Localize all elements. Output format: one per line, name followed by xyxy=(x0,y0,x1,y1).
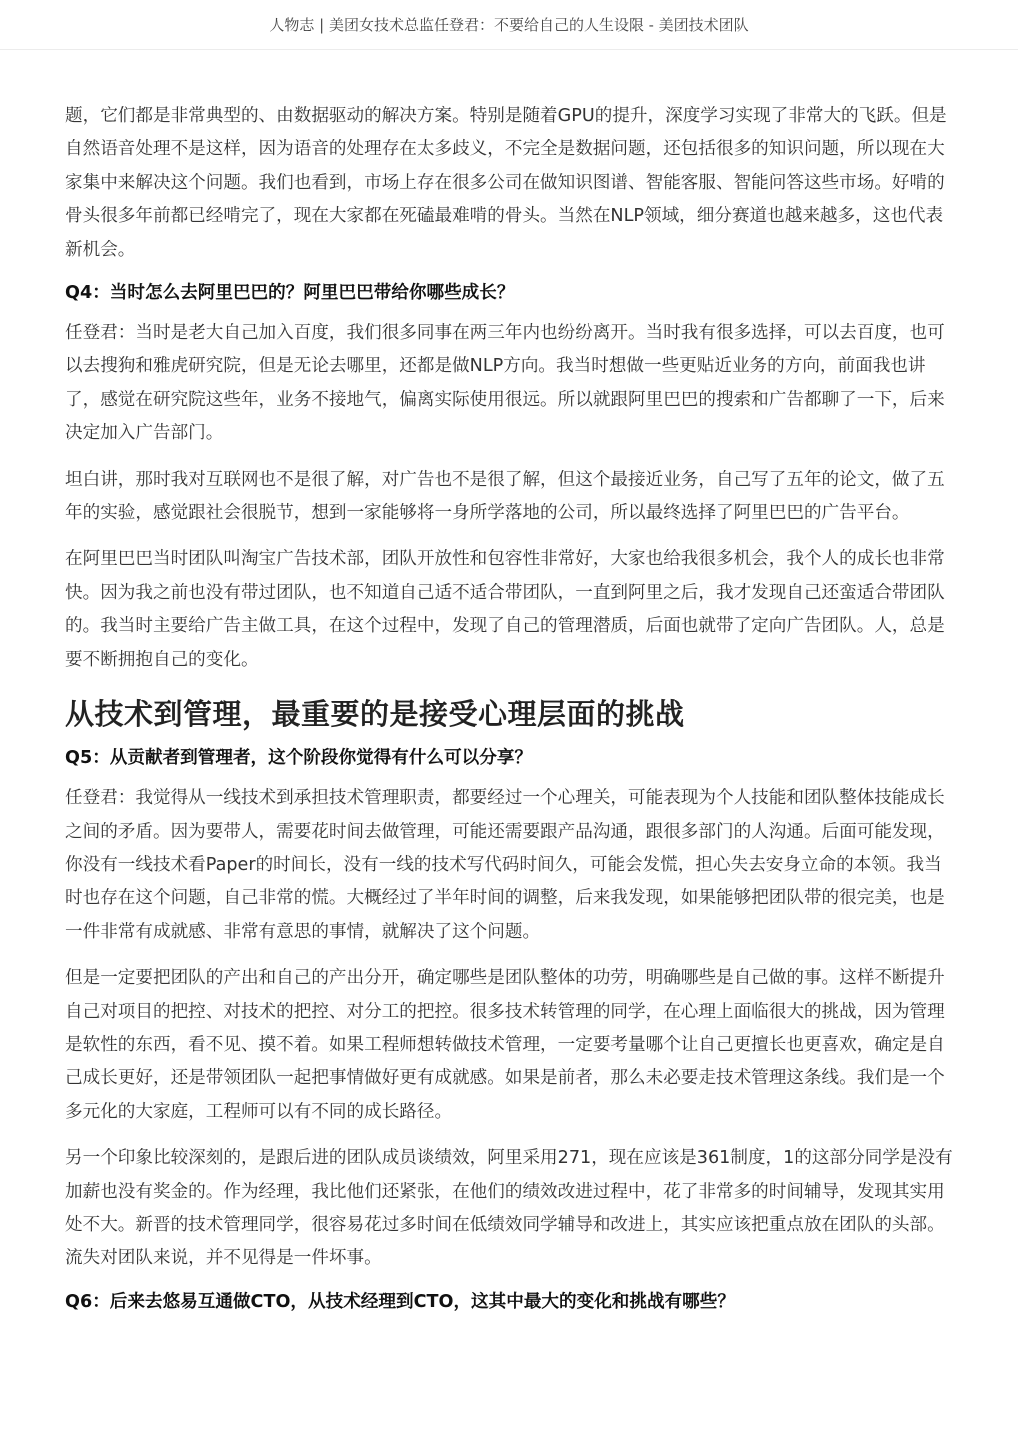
article-paragraph: 坦白讲，那时我对互联网也不是很了解，对广告也不是很了解，但这个最接近业务，自己写了五年的论文，做了五年的实验，感觉跟社会很脱节，想到一家能够将一身所学落地的公司，所以最终选择了阿里巴巴的广告平台。 xyxy=(65,469,945,524)
question-heading-q4: Q4：当时怎么去阿里巴巴的？阿里巴巴带给你哪些成长？ xyxy=(65,283,515,304)
article-paragraph: 另一个印象比较深刻的，是跟后进的团队成员谈绩效，阿里采用271，现在应该是361制度，1的这部分同学是没有加薪也没有奖金的。作为经理，我比他们还紧张，在他们的绩效改进过程中，花了非常多的时间辅导，发现其实用处不大。新晋的技术管理同学，很容易花过多时间在低绩效同学辅导和改进上，其实应该把重点放在团队的头部。流失对团队来说，并不见得是一件坏事。 xyxy=(65,1148,953,1269)
article-paragraph: 任登君：我觉得从一线技术到承担技术管理职责，都要经过一个心理关，可能表现为个人技能和团队整体技能成长之间的矛盾。因为要带人，需要花时间去做管理，可能还需要跟产品沟通，跟很多部门的人沟通。后面可能发现，你没有一线技术看Paper的时间长，没有一线的技术写代码时间久，可能会发慌，担心失去安身立命的本领。我当时也存在这个问题，自己非常的慌。大概经过了半年时间的调整，后来我发现，如果能够把团队带的很完美，也是一件非常有成就感、非常有意思的事情，就解决了这个问题。 xyxy=(65,788,945,942)
article-body xyxy=(65,100,953,1326)
section-heading: 从技术到管理，最重要的是接受心理层面的挑战 xyxy=(65,697,685,732)
page-header xyxy=(0,0,1018,50)
article-paragraph: 任登君：当时是老大自己加入百度，我们很多同事在两三年内也纷纷离开。当时我有很多选择，可以去百度，也可以去搜狗和雅虎研究院，但是无论去哪里，还都是做NLP方向。我当时想做一些更贴近业务的方向，前面我也讲了，感觉在研究院这些年，业务不接地气，偏离实际使用很远。所以就跟阿里巴巴的搜索和广告都聊了一下，后来决定加入广告部门。 xyxy=(65,323,945,444)
article-paragraph: 在阿里巴巴当时团队叫淘宝广告技术部，团队开放性和包容性非常好，大家也给我很多机会，我个人的成长也非常快。因为我之前也没有带过团队，也不知道自己适不适合带团队，一直到阿里之后，我才发现自己还蛮适合带团队的。我当时主要给广告主做工具，在这个过程中，发现了自己的管理潜质，后面也就带了定向广告团队。人，总是要不断拥抱自己的变化。 xyxy=(65,549,945,670)
question-heading-q5: Q5：从贡献者到管理者，这个阶段你觉得有什么可以分享？ xyxy=(65,748,533,769)
article-paragraph: 题，它们都是非常典型的、由数据驱动的解决方案。特别是随着GPU的提升，深度学习实现了非常大的飞跃。但是自然语音处理不是这样，因为语音的处理存在太多歧义，不完全是数据问题，还包括很多的知识问题，所以现在大家集中来解决这个问题。我们也看到，市场上存在很多公司在做知识图谱、智能客服、智能问答这些市场。好啃的骨头很多年前都已经啃完了，现在大家都在死磕最难啃的骨头。当然在NLP领域，细分赛道也越来越多，这也代表新机会。 xyxy=(65,106,947,260)
article-paragraph: 但是一定要把团队的产出和自己的产出分开，确定哪些是团队整体的功劳，明确哪些是自己做的事。这样不断提升自己对项目的把控、对技术的把控、对分工的把控。很多技术转管理的同学，在心理上面临很大的挑战，因为管理是软性的东西，看不见、摸不着。如果工程师想转做技术管理，一定要考量哪个让自己更擅长也更喜欢，确定是自己成长更好，还是带领团队一起把事情做好更有成就感。如果是前者，那么未必要走技术管理这条线。我们是一个多元化的大家庭，工程师可以有不同的成长路径。 xyxy=(65,968,945,1122)
page-title: 人物志 | 美团女技术总监任登君：不要给自己的人生设限 - 美团技术团队 xyxy=(269,16,749,34)
question-heading-q6: Q6：后来去悠易互通做CTO，从技术经理到CTO，这其中最大的变化和挑战有哪些？ xyxy=(65,1291,735,1312)
